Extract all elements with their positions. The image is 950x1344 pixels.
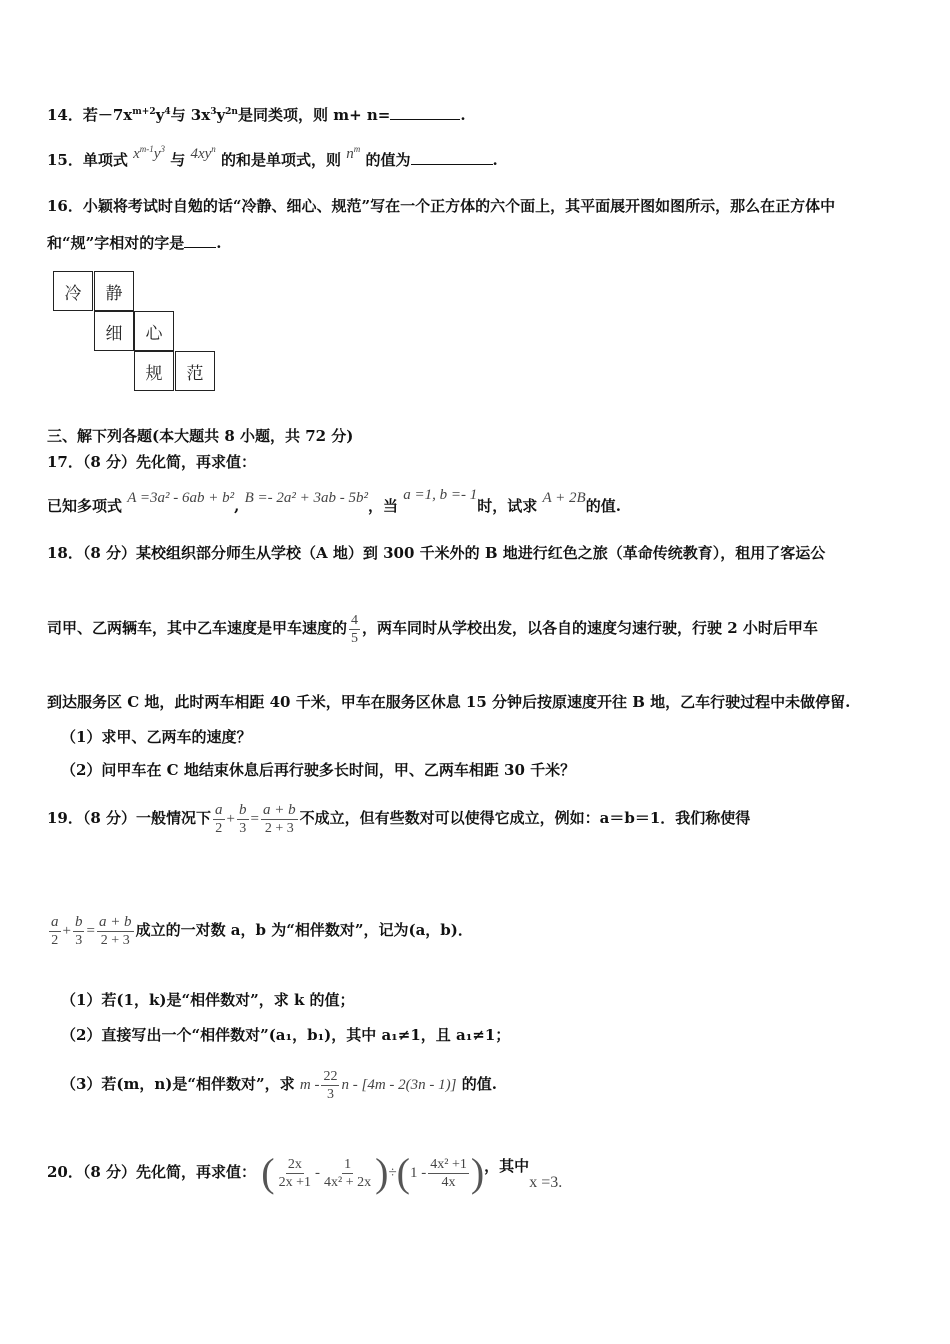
monomial-2: $4xy^n$ — [190, 144, 216, 162]
answer-blank — [184, 245, 216, 248]
question-19-line2: $\frac{a}{2}$ + $\frac{b}{3}$ = $\frac{a + b}{2 + 3}$ 成立的一对数 a，b 为“相伴数对”，记为(a，b)． — [51, 913, 473, 948]
question-17-body: 已知多项式 A =3a² - 6ab + b², B =- 2a² + 3ab - 5b²，当 a =1, b =- 1时，试求 A + 2B的值. — [47, 487, 621, 515]
fraction-four-fifths: $\frac{4}{5}$ — [351, 612, 359, 646]
question-17-head: 17．（8 分）先化简，再求值： — [47, 453, 257, 471]
monomial-1: $x^{m-1}y^3$ — [133, 144, 165, 162]
question-16-line1: 16．小颖将考试时自勉的话“冷静、细心、规范”写在一个正方体的六个面上，其平面展开图如图所示，那么在正方体中 — [47, 197, 836, 215]
net-cell: 心 — [134, 311, 174, 351]
cube-net-figure — [53, 271, 223, 395]
question-19-sub1: （1）若(1，k)是“相伴数对”，求 k 的值； — [61, 991, 355, 1009]
answer-blank — [411, 162, 493, 165]
section-heading: 三、解下列各题(本大题共 8 小题，共 72 分) — [47, 427, 354, 445]
question-19-sub3: （3）若(m，n)是“相伴数对”，求 m - $\frac{22}{3}$ n - [4m - 2(3n - 1)] 的值. — [61, 1068, 497, 1102]
question-18-sub2: （2）问甲车在 C 地结束休息后再行驶多长时间，甲、乙两车相距 30 千米？ — [61, 761, 576, 779]
question-19-line1: 19．（8 分）一般情况下 $\frac{a}{2}$ + $\frac{b}{3}$ = $\frac{a + b}{2 + 3}$ 不成立，但有些数对可以使得它成立，例如：a＝b＝1．我们称使得 — [47, 801, 751, 836]
question-15: 15．单项式 $x^{m-1}y^3$ 与 $4xy^n$ 的和是单项式，则 $n^m$ 的值为 . — [47, 144, 498, 169]
question-16-line2: 和“规”字相对的字是 . — [47, 234, 222, 252]
question-18-line1: 18．（8 分）某校组织部分师生从学校（A 地）到 300 千米外的 B 地进行红色之旅（革命传统教育），租用了客运公 — [47, 544, 826, 562]
net-cell: 静 — [94, 271, 134, 311]
question-19-sub2: （2）直接写出一个“相伴数对”(a₁，b₁)，其中 a₁≠1，且 a₁≠1； — [61, 1026, 511, 1044]
net-cell: 细 — [94, 311, 134, 351]
question-18-line2: 司甲、乙两辆车，其中乙车速度是甲车速度的 $\frac{4}{5}$ ，两车同时从学校出发，以各自的速度匀速行驶，行驶 2 小时后甲车 — [47, 612, 818, 646]
question-14: 14．若$-7x^{m+2}y^4$与 $3x^3y^{2n}$是同类项，则 m+ n= . — [47, 106, 466, 124]
power-n-m: $n^m$ — [346, 144, 361, 162]
question-20: 20．（8 分）先化简，再求值： ( $\frac{2x}{2x +1}$ - $\frac{1}{\text{4x² + 2x}}$ )÷(1 - $\frac{\text{4x² +1}}{4x}$ )，其中x =3. — [47, 1150, 563, 1195]
answer-blank — [390, 117, 460, 120]
net-cell: 范 — [175, 351, 215, 391]
question-18-line3: 到达服务区 C 地，此时两车相距 40 千米，甲车在服务区休息 15 分钟后按原速度开往 B 地，乙车行驶过程中未做停留. — [47, 693, 851, 711]
question-18-sub1: （1）求甲、乙两车的速度？ — [61, 728, 252, 746]
net-cell: 冷 — [53, 271, 93, 311]
net-cell: 规 — [134, 351, 174, 391]
